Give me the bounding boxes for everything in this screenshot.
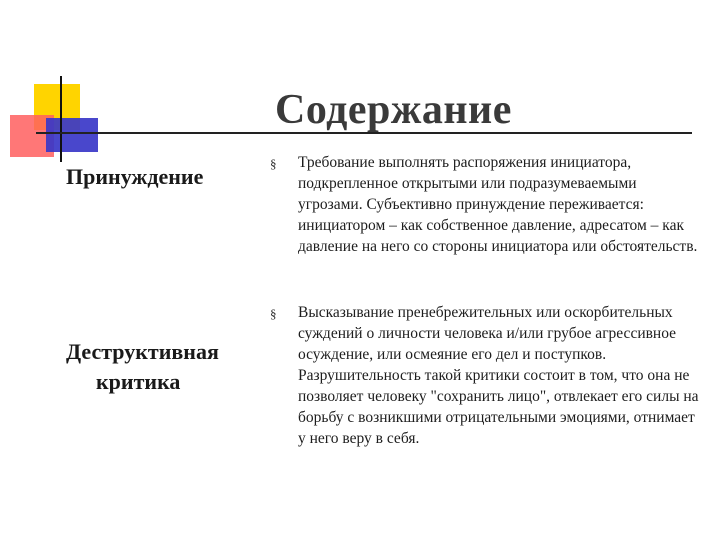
bullet-icon: § (270, 306, 277, 321)
definition-text: Высказывание пренебрежительных или оскорбительных суждений о личности человека и/или грубое агрессивное осуждение, или осмеяние его дел и поступков. Разрушительность такой критики состоит в том, что она не позволяет человеку "сохранить лицо", отвлекает его силы на борьбу с возникшими отрицательными эмоциями, отнимает у него веру в себя. (298, 304, 699, 447)
definition-coercion (270, 152, 702, 257)
decor-blue-square (46, 118, 98, 152)
definition-destructive-criticism (270, 302, 702, 449)
term-line-2: критика (96, 369, 181, 394)
slide-title: Содержание (275, 87, 512, 133)
term-destructive-criticism (66, 337, 266, 397)
definition-text: Требование выполнять распоряжения инициатора, подкрепленное открытыми или подразумеваемыми угрозами. Субъективно принуждение переживается: инициатором – как собственное давление, адресатом – как давление на него со стороны инициатора или обстоятельств. (298, 154, 698, 255)
term-coercion: Принуждение (66, 164, 204, 189)
decor-vertical-line (60, 76, 62, 162)
term-line-1: Деструктивная (66, 339, 219, 364)
bullet-icon: § (270, 156, 277, 171)
